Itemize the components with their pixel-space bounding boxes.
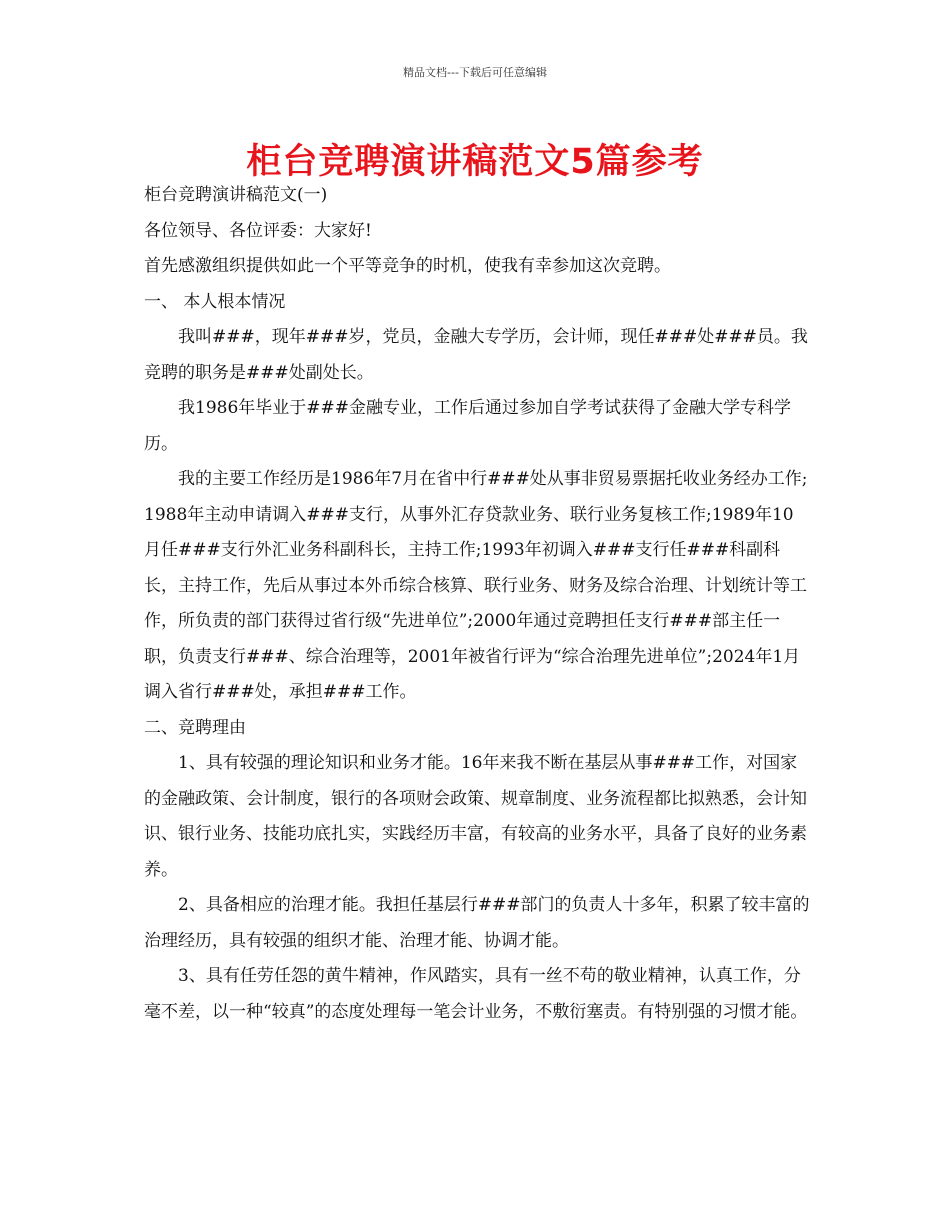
paragraph: 我的主要工作经历是1986年7月在省中行###处从事非贸易票据托收业务经办工作;1988年主动申请调入###支行，从事外汇存贷款业务、联行业务复核工作;1989年10月任###支行外汇业务科副科长，主持工作;1993年初调入###支行任###科副科长，主持工作，先后从事过本外币综合核算、联行业务、财务及综合治理、计划统计等工作，所负责的部门获得过省行级“先进单位”;2000年通过竞聘担任支行###部主任一职，负责支行###、综合治理等，2001年被省行评为“综合治理先进单位”;2024年1月调入省行###处，承担###工作。 <box>144 469 808 702</box>
paragraph: 我1986年毕业于###金融专业，工作后通过参加自学考试获得了金融大学专科学历。 <box>144 398 791 454</box>
document-body <box>144 178 810 1030</box>
page-header: 精品文档---下载后可任意编辑 <box>403 66 547 79</box>
paragraph: 首先感激组织提供如此一个平等竞争的时机，使我有幸参加这次竞聘。 <box>144 256 671 276</box>
greeting: 各位领导、各位评委：大家好! <box>144 220 372 241</box>
paragraph: 我叫###，现年###岁，党员，金融大专学历，会计师，现任###处###员。我竞聘的职务是###处副处长。 <box>144 327 808 383</box>
heading-basic-info: 一、 本人根本情况 <box>144 291 286 312</box>
paragraph: 2、具备相应的治理才能。我担任基层行###部门的负责人十多年，积累了较丰富的治理经历，具有较强的组织才能、治理才能、协调才能。 <box>144 895 810 951</box>
heading-reasons: 二、竞聘理由 <box>144 717 246 738</box>
paragraph: 3、具有任劳任怨的黄牛精神，作风踏实，具有一丝不苟的敬业精神，认真工作，分毫不差，以一种“较真”的态度处理每一笔会计业务，不敷衍塞责。有特别强的习惯才能。 <box>144 966 808 1022</box>
paragraph: 1、具有较强的理论知识和业务才能。16年来我不断在基层从事###工作，对国家的金融政策、会计制度，银行的各项财会政策、规章制度、业务流程都比拟熟悉，会计知识、银行业务、技能功底扎实，实践经历丰富，有较高的业务水平，具备了良好的业务素养。 <box>144 753 807 880</box>
section-subtitle: 柜台竞聘演讲稿范文(一) <box>144 185 328 205</box>
document-title: 柜台竞聘演讲稿范文5篇参考 <box>246 142 704 182</box>
